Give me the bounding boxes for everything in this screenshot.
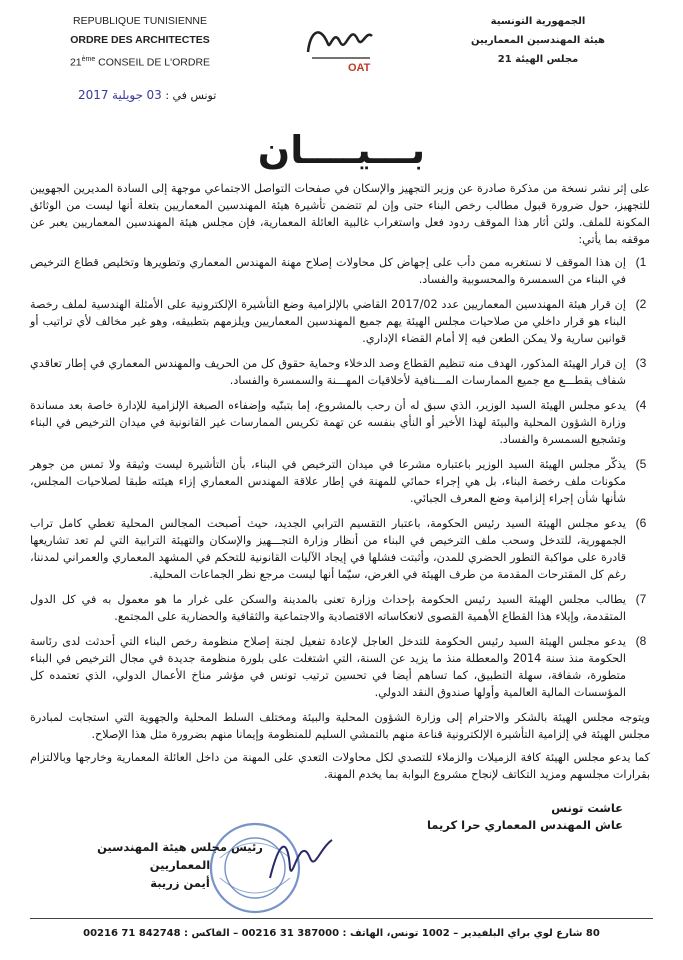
statement-item [30,591,650,625]
item-number: 1) [635,255,647,269]
statement-item [30,397,650,448]
statement-item [30,254,650,288]
intro-paragraph: على إثر نشر نسخة من مذكرة صادرة عن وزير التجهيز والإسكان في صفحات التواصل الاجتماعي موجهة إلى السادة المديرين الجهويين للتجهيز، حول ضرورة قبول مطالب رخص البناء حتى وإن لم تتضمن تأشيرة هيئة المهندسين المعماريين بتعلة أنها ليست من الوثائق المكونة للملف. ولئن أثار هذا الموقف ردود فعل واستغراب غالبية العائلة المعمارية، فإن مجلس هيئة المهندسين المعماريين يعبر عن موقفه بما يأتي: [30,182,650,246]
closing-block [373,800,623,834]
header-right-block [448,12,628,69]
date-month: جويلية [112,88,144,102]
president-name: أيمن زريبة [150,876,210,890]
statement-item [30,456,650,507]
president-title: رئيس مجلس هيئة المهندسين المعماريين [97,840,263,872]
statement-body [30,180,650,789]
item-number: 2) [635,297,647,311]
call-paragraph: كما يدعو مجلس الهيئة كافة الزميلات والزملاء للتصدي لكل محاولات التعدي على المهنة من داخل العائلة المعمارية وخارجها وبالالتزام بقرارات مجلسهم ومزيد التكاتف لإنجاح مشروع البوابة بما يخدم المهنة. [30,751,650,781]
header-left-council: 21ème CONSEIL DE L'ORDRE [69,56,211,69]
item-number: 4) [635,398,647,412]
footer-address: 80 شارع لوي براي البلفيدير – 1002 تونس، الهاتف : 387000 31 00216 – الفاكس : 842748 71 00216 [83,928,600,939]
item-text: يدعو مجلس الهيئة السيد رئيس الحكومة للتدخل العاجل لإعادة تفعيل لجنة إصلاح منظومة رخص البناء التي أحدثت لدى رئاسة الحكومة منذ سنة 2014 والمعطلة منذ ما يزيد عن السنة، التي اشتغلت على بلورة منظومة جديدة في مجال الترخيص في البناء متطورة، شفافة، سهلة التطبيق، كما تساهم أيضا في تحسين ترتيب تونس في مؤشر مناخ الأعمال الدولي، الذي تعتمده كل المؤسسات المالية العالمية وأولها صندوق النقد الدولي. [30,635,626,699]
item-text: يذكّر مجلس الهيئة السيد الوزير باعتباره مشرعا في ميدان الترخيص في البناء، بأن التأشيرة ليست وثيقة ولا تمس من جوهر مكونات ملف رخصة البناء، بل هي إجراء حمائي للمهنة في إطار علاقة المهندس المعماري إزاء هيئته طبقا لصلاحيات المجلس، شأنها شأن إجراء إلزامية وضع المعرف الجبائي. [30,458,626,505]
item-text: إن قرار هيئة المهندسين المعماريين عدد 2017/02 القاضي بالإلزامية وضع التأشيرة الإلكترونية على الأمثلة الهندسية لملف رخصة البناء هو قرار داخلي من صلاحيات مجلس الهيئة يهم جميع المهندسين المعماريين ويلزمهم بتطبيقه، وهو غير مخالف لأي تراتيب أو قوانين سارية ولا يمكن الطعن فيه إلا أمام القضاء الإداري. [30,298,626,345]
president-block [75,838,285,892]
statement-item [30,296,650,347]
closing-line-2: عاش المهندس المعماري حرا كريما [426,818,623,832]
item-text: يدعو مجلس الهيئة السيد رئيس الحكومة، باعتبار التقسيم الترابي الجديد، حيث أصبحت المجالس المحلية تغطي كامل تراب الجمهورية، للتدخل وسحب ملف الترخيص في البناء من أنظار وزارة التجـــهيز والإسكان والتهيئة الترابية التي لم تعد تشاريعها قادرة على مواكبة التطور الحضري للمدن، وأثبتت فشلها في إيجاد الآليات القانونية للتحكم في المشهد المعماري والعمراني لمدننا، رغم كل المقترحات المقدمة من طرف الهيئة في الغرض، سيّما أنها ليست مرجع نظر الجماعات المحلية. [30,517,626,581]
logo-wordmark: OAT [348,62,371,74]
date-label: تونس في : [165,89,217,102]
item-number: 3) [635,356,647,370]
item-number: 5) [635,457,647,471]
header-right-republic: الجمهورية التونسية [490,16,586,27]
item-number: 6) [635,516,647,530]
item-text: إن هذا الموقف لا نستغربه ممن دأب على إجهاض كل محاولات إصلاح مهنة المهندس المعماري وتطويرها وتخليص قطاع الترخيص في البناء من السمسرة والمحسوبية والفساد. [30,256,626,286]
item-text: يدعو مجلس الهيئة السيد الوزير، الذي سبق له أن رحب بالمشروع، إما بتبنّيه وإضفاءه الصبغة الإلزامية للإدارة خاصة بعد مساندة وزارة الشؤون المحلية والبيئة لهذا الأخير أو النأي بنفسه عن تهمة تكريس الممارسات غير القانونية في ميدان الترخيص في البناء وتشجيع السمسرة والفساد. [30,399,626,446]
statement-item [30,355,650,389]
thanks-paragraph: ويتوجه مجلس الهيئة بالشكر والاحترام إلى وزارة الشؤون المحلية والبيئة ومختلف السلط المحلية والجهوية التي استجابت لمبادرة مجلس الهيئة في إلزامية التأشيرة الإلكترونية قناعة منهم بالتمشي السليم للمنظومة وإيمانا منهم بضرورة مثل هذا الإصلاح. [30,711,650,741]
item-text: إن قرار الهيئة المذكور، الهدف منه تنظيم القطاع وصد الدخلاء وحماية حقوق كل من الحريف والمهندس المعماري في إطار تعاقدي شفاف يقطـــع مع جميع الممارسات المـــنافية لأخلاقيات المهـــنة والسمسرة والفساد. [30,357,626,387]
header-left-republic: REPUBLIQUE TUNISIENNE [72,15,207,27]
header-right-order: هيئة المهندسين المعماريين [471,35,605,46]
oat-logo-icon [300,14,380,74]
statement-item [30,515,650,583]
footer-divider [30,918,653,919]
statement-items [30,254,650,701]
closing-line-1: عاشت تونس [551,801,623,815]
header-left-block [40,12,240,73]
item-text: يطالب مجلس الهيئة السيد رئيس الحكومة بإحداث وزارة تعنى بالمدينة والسكن على غرار ما هو معمول به في كل الدول المتقدمة، وإيلاء هذا القطاع الأهمية القصوى لانعكاساته الاقتصادية والاجتماعية والثقافية والحضارية على المجتمع. [30,593,626,623]
date-day: 03 [146,88,162,102]
item-number: 8) [635,634,647,648]
date-line [78,88,268,102]
date-year: 2017 [78,88,109,102]
page-title: بـــيــــان [257,128,426,172]
item-number: 7) [635,592,647,606]
statement-item [30,633,650,701]
header-left-order: ORDRE DES ARCHITECTES [70,34,210,46]
header-right-council: مجلس الهيئة 21 [497,54,579,65]
